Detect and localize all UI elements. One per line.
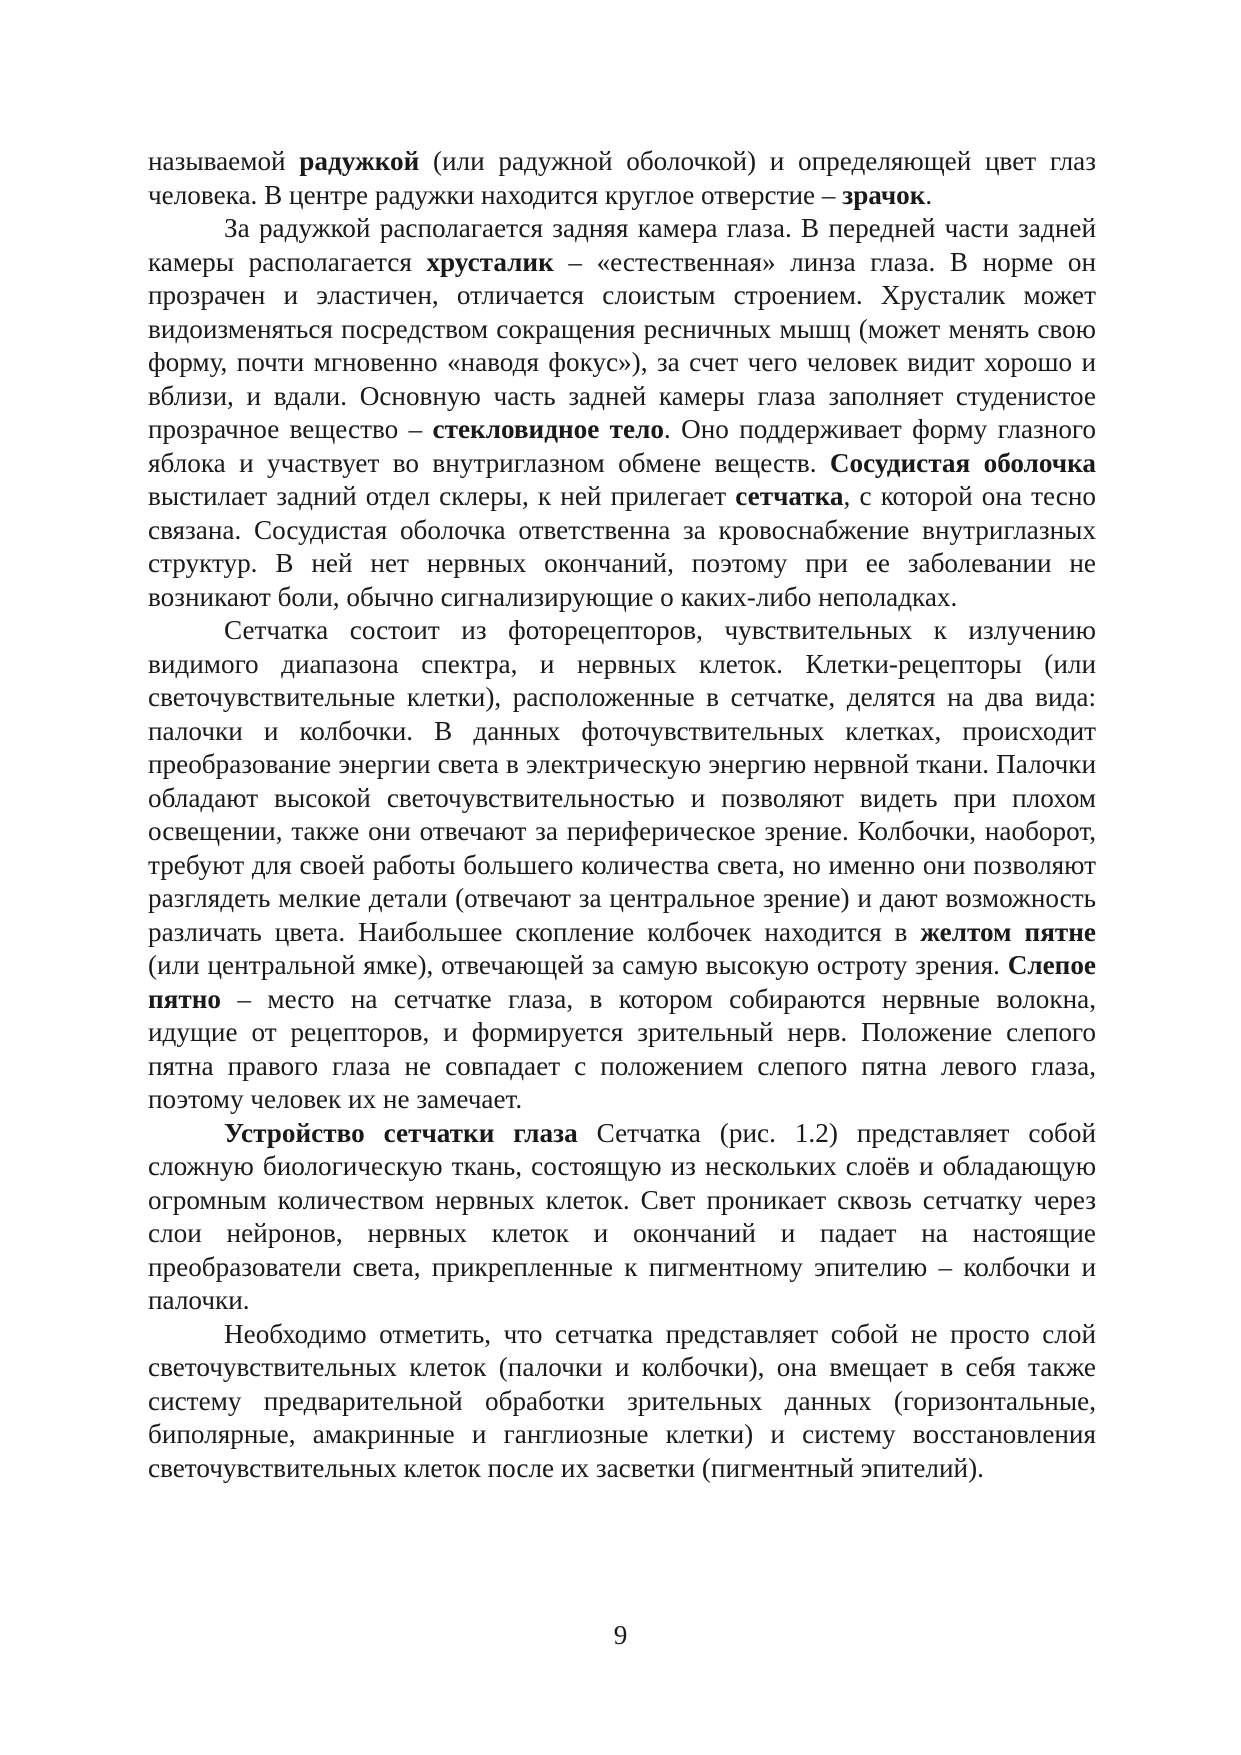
term-retina: сетчатка: [735, 481, 844, 511]
text-span: (или радужной оболочкой) и определяющей цвет глаз человека. В центре радужки находится круглое отверстие –: [148, 146, 1096, 210]
text-span: (или центральной ямке), отвечающей за самую высокую остроту зрения.: [148, 950, 1008, 980]
text-span: Сетчатка (рис. 1.2) представляет собой сложную биологическую ткань, состоящую из нескольких слоёв и обладающую огромным количеством нервных клеток. Свет проникает сквозь сетчатку через слои нейронов, нервных клеток и окончаний и падает на настоящие преобразователи света, прикрепленные к пигментному эпителию – колбочки и палочки.: [148, 1117, 1096, 1315]
term-choroid: Сосудистая оболочка: [829, 447, 1096, 478]
text-span: . Оно поддерживает форму глазного яблока и участвует во внутриглазном обмене веществ.: [148, 414, 1096, 478]
text-span: называемой: [148, 146, 300, 176]
term-blind-spot: Слепое пятно: [148, 950, 1096, 1014]
text-span: выстилает задний отдел склеры, к ней прилегает: [148, 481, 736, 511]
term-macula: желтом пятне: [920, 916, 1096, 947]
term-vitreous-body: стекловидное тело: [432, 414, 664, 444]
term-pupil: зрачок: [842, 179, 926, 210]
paragraph-retina-structure: [148, 1117, 1096, 1318]
paragraph-iris-pupil: [148, 145, 1096, 212]
text-span: , с которой она тесно связана. Сосудистая оболочка ответственна за кровоснабжение внутриглазных структур. В ней нет нервных окончаний, поэтому при ее заболевании не возникают боли, обычно сигнализирующие о каких-либо неполадках.: [148, 481, 1097, 612]
paragraph-retina-systems: [148, 1318, 1096, 1486]
text-span: Необходимо отметить, что сетчатка представляет собой не просто слой светочувствительных клеток (палочки и колбочки), она вмещает в себя также систему предварительной обработки зрительных данных (горизонтальные, биполярные, амакринные и ганглиозные клетки) и систему восстановления светочувствительных клеток после их засветки (пигментный эпителий).: [148, 1318, 1096, 1483]
text-span: .: [925, 179, 933, 210]
text-span: – «естественная» линза глаза. В норме он прозрачен и эластичен, отличается слоистым строением. Хрусталик может видоизменяться посредством сокращения ресничных мышц (может менять свою форму, почти мгновенно «наводя фокус»), за счет чего человек видит хорошо и вблизи, и вдали. Основную часть задней камеры глаза заполняет студенистое прозрачное вещество –: [148, 246, 1096, 444]
text-span: – место на сетчатке глаза, в котором собираются нервные волокна, идущие от рецепторов, и формируется зрительный нерв. Положение слепого пятна правого глаза не совпадает с положением слепого пятна левого глаза, поэтому человек их не замечает.: [148, 983, 1096, 1114]
paragraph-photoreceptors: [148, 614, 1096, 1117]
term-iris: радужкой: [299, 146, 420, 176]
body-text: [148, 145, 1096, 1485]
paragraph-lens-vitreous: [148, 212, 1096, 614]
page-number: 9: [613, 1620, 628, 1650]
section-heading-retina-structure: Устройство сетчатки глаза: [224, 1117, 578, 1148]
term-lens: хрусталик: [426, 246, 554, 277]
text-span: За радужкой располагается задняя камера глаза. В передней части задней камеры располагается: [148, 213, 1096, 277]
text-span: Сетчатка состоит из фоторецепторов, чувствительных к излучению видимого диапазона спектра, и нервных клеток. Клетки-рецепторы (или светочувствительные клетки), расположенные в сетчатке, делятся на два вида: палочки и колбочки. В данных фоточувствительных клетках, происходит преобразование энергии света в электрическую энергию нервной ткани. Палочки обладают высокой светочувствительностью и позволяют видеть при плохом освещении, также они отвечают за периферическое зрение. Колбочки, наоборот, требуют для своей работы большего количества света, но именно они позволяют разглядеть мелкие детали (отвечают за центральное зрение) и дают возможность различать цвета. Наибольшее скопление колбочек находится в: [148, 615, 1096, 947]
